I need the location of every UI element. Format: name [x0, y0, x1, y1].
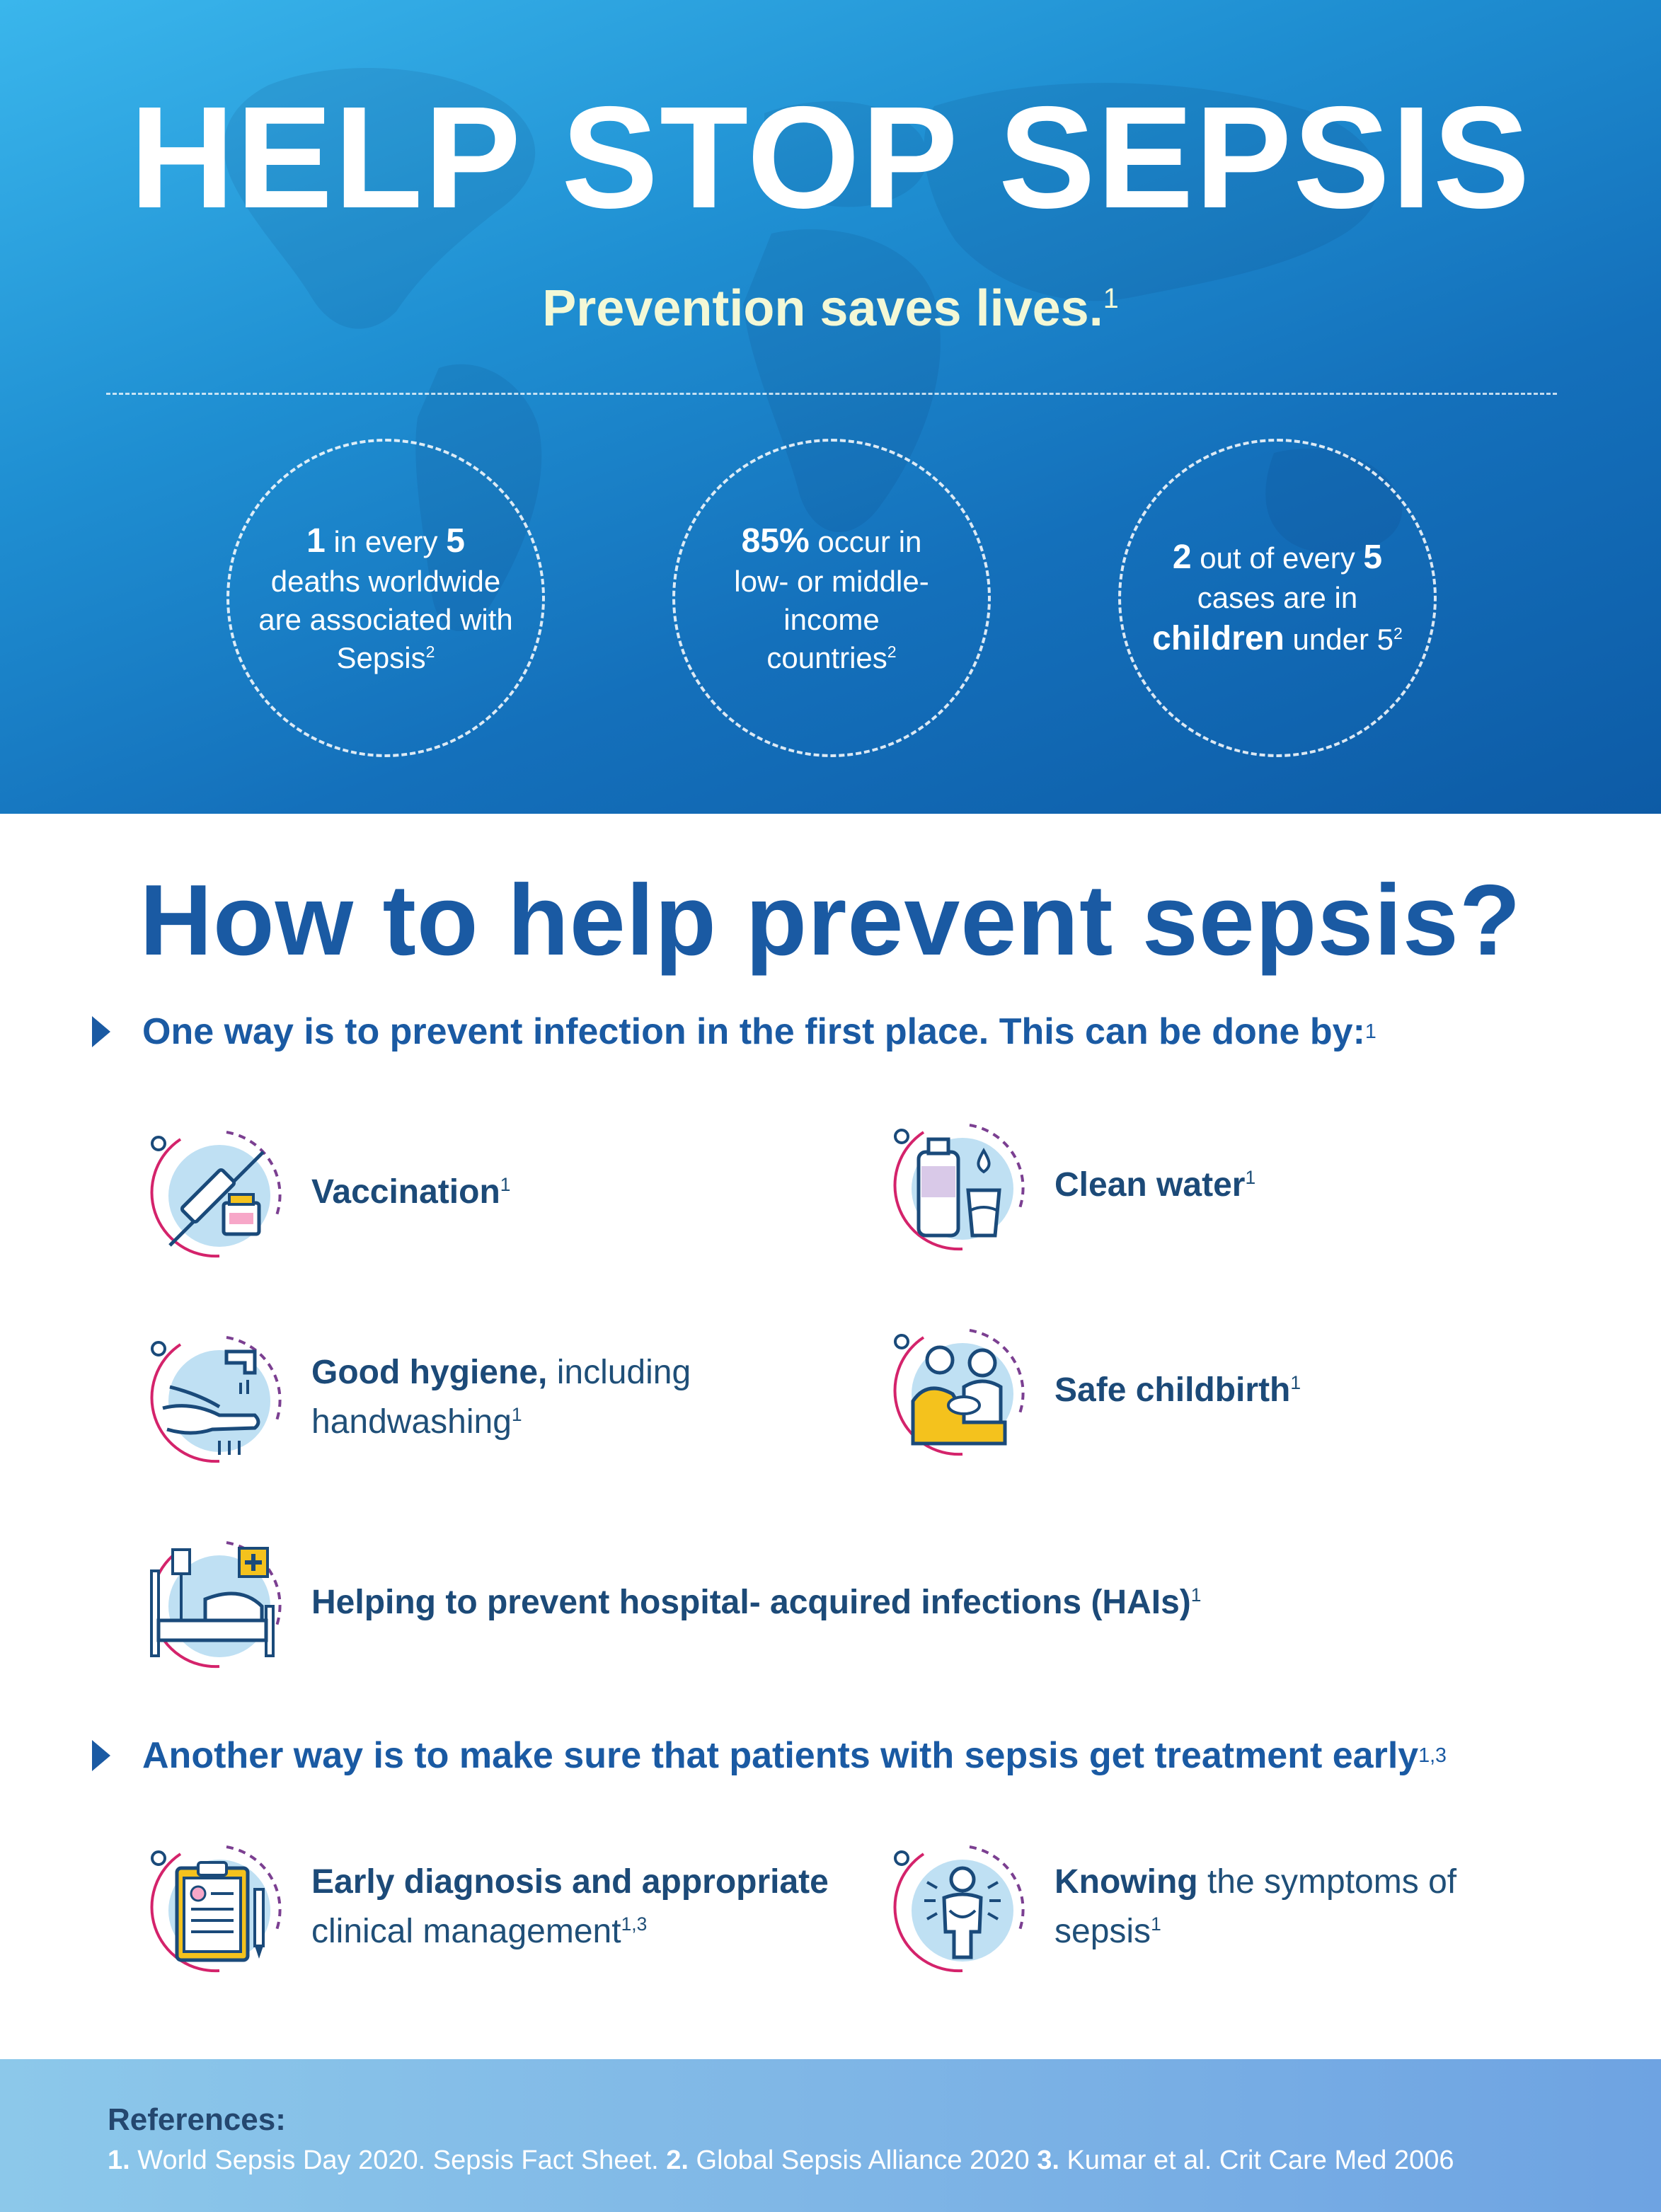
triangle-bullet-icon [92, 1740, 110, 1771]
symptoms-person-icon [885, 1833, 1033, 1981]
mother-baby-icon [885, 1316, 1033, 1465]
stat-circle-countries: 85% occur in low- or middle-income countries$^2$ [672, 439, 991, 757]
water-bottle-icon [885, 1111, 1033, 1260]
hero-banner [0, 0, 1661, 814]
stat-circle-deaths: 1 in every 5 deaths worldwide are associated with Sepsis$^2$ [226, 439, 545, 757]
bullet-prevent-infection: One way is to prevent infection in the first place. This can be done by: 1 [92, 1013, 1376, 1050]
stat-circle-children: 2 out of every 5 cases are in children under $5^2$ [1118, 439, 1437, 757]
clipboard-icon [142, 1833, 290, 1981]
bullet-early-treatment: Another way is to make sure that patients with sepsis get treatment early 1,3 [92, 1737, 1447, 1774]
references-title: References: [108, 2102, 286, 2137]
references-footer [0, 2059, 1661, 2212]
references-list: 1. World Sepsis Day 2020. Sepsis Fact Sheet. 2. Global Sepsis Alliance 2020 3. Kumar et al. Crit Care Med 2006 [108, 2145, 1454, 2175]
syringe-icon [142, 1118, 290, 1267]
page-subtitle: Prevention saves lives.$^1$ [542, 280, 1119, 337]
page-title: HELP STOP SEPSIS [130, 76, 1531, 238]
item-safe-childbirth: Safe childbirth$^1$ [885, 1316, 1301, 1465]
item-early-diagnosis: Early diagnosis and appropriate clinical management$^{1,3}$ [142, 1833, 829, 1981]
item-hospital-infections: Helping to prevent hospital- acquired infections (HAIs)$^1$ [142, 1528, 1201, 1677]
dashed-divider [106, 393, 1557, 395]
triangle-bullet-icon [92, 1016, 110, 1047]
hospital-bed-icon [142, 1528, 290, 1677]
handwashing-icon [142, 1323, 290, 1472]
item-knowing-symptoms: Knowing the symptoms of sepsis$^1$ [885, 1833, 1456, 1981]
item-clean-water: Clean water$^1$ [885, 1111, 1255, 1260]
item-vaccination: Vaccination$^1$ [142, 1118, 510, 1267]
section-title: How to help prevent sepsis? [139, 864, 1522, 977]
item-good-hygiene: Good hygiene, including handwashing$^1$ [142, 1323, 691, 1472]
